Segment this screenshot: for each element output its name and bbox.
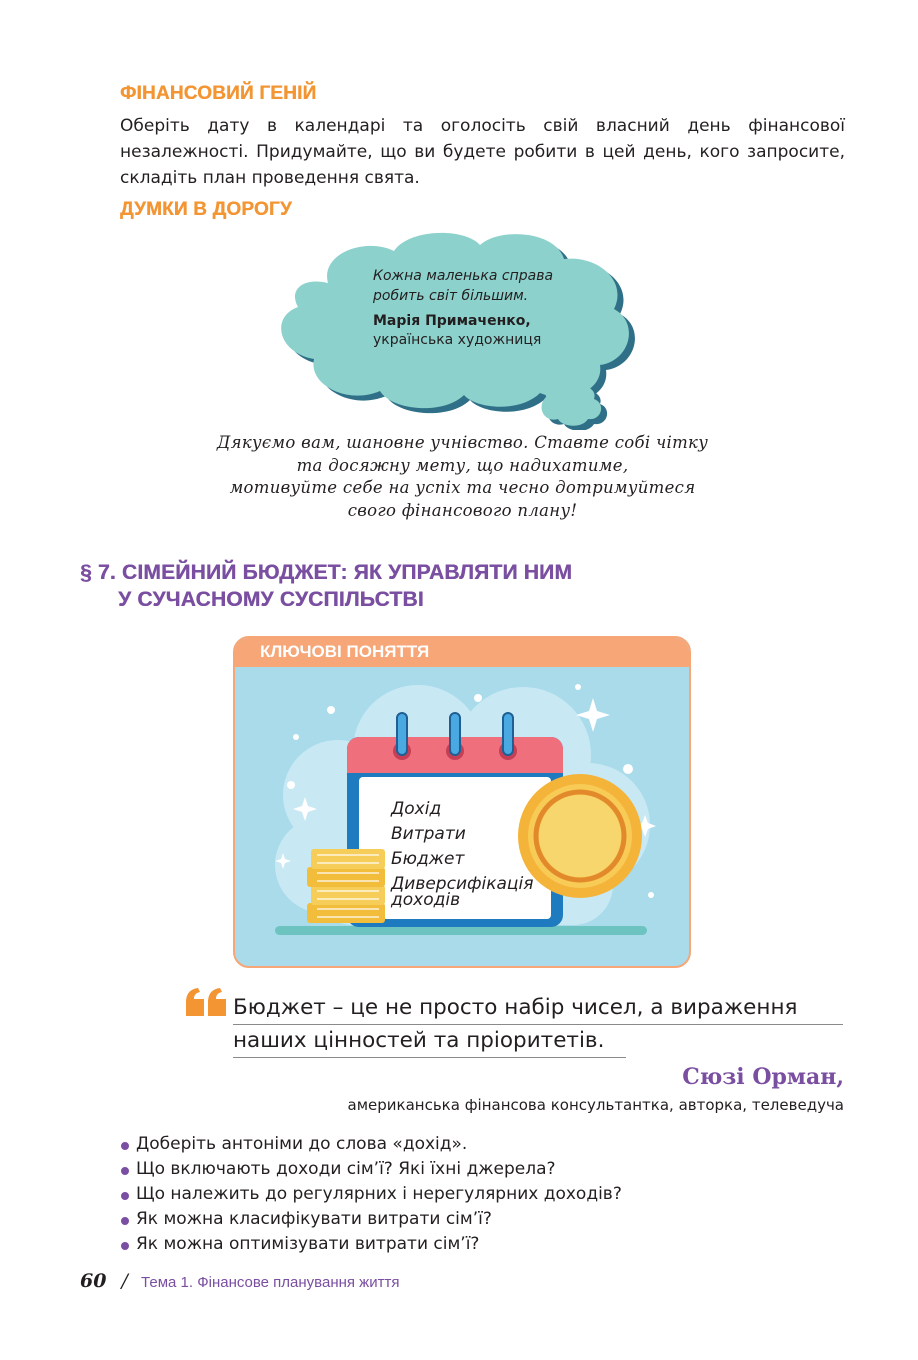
questions-list [120, 1132, 622, 1257]
footer-separator: / [121, 1270, 128, 1292]
key-concept-item: Диверсифікація [391, 874, 534, 894]
key-concept-item: Бюджет [391, 849, 465, 869]
quote-line2: наших цінностей та пріоритетів. [233, 1025, 626, 1058]
cloud-quote-line2: робить світ більшим. [373, 288, 529, 304]
cloud-quote [373, 266, 553, 306]
quote-author: Сюзі Орман, [682, 1064, 844, 1090]
cloud-author-role: українська художниця [373, 332, 542, 348]
cloud-quote-line1: Кожна маленька справа [373, 268, 554, 284]
quote-mark-icon [186, 988, 228, 1016]
thanks-line4: свого фінансового плану! [347, 500, 578, 520]
key-concepts-heading: КЛЮЧОВІ ПОНЯТТЯ [260, 642, 430, 661]
list-item: Що належить до регулярних і нерегулярних доходів? [120, 1182, 622, 1207]
section-title [80, 559, 572, 613]
quote-author-role: американська фінансова консультантка, авторка, телеведуча [347, 1096, 844, 1114]
quote-line1: Бюджет – це не просто набір чисел, а вираження [233, 992, 843, 1025]
list-item: Що включають доходи сім’ї? Які їхні джерела? [120, 1157, 622, 1182]
genius-paragraph: Оберіть дату в календарі та оголосіть свій власний день фінансової незалежності. Придумайте, що ви будете робити в цей день, кого запросите, складіть план проведення свята. [120, 116, 845, 188]
page-number: 60 [80, 1270, 107, 1292]
thanks-line3: мотивуйте себе на успіх та чесно дотримуйтеся [229, 478, 696, 497]
key-concept-item: Витрати [391, 824, 466, 844]
key-concept-item: доходів [391, 890, 461, 910]
thoughts-heading: ДУМКИ В ДОРОГУ [120, 199, 292, 220]
genius-heading: ФІНАНСОВИЙ ГЕНІЙ [120, 83, 317, 104]
key-concepts-list [391, 797, 533, 913]
page-footer [80, 1270, 399, 1292]
footer-topic: Тема 1. Фінансове планування життя [141, 1274, 400, 1291]
section-number: § 7. [80, 561, 116, 584]
list-item: Як можна оптимізувати витрати сім’ї? [120, 1232, 622, 1257]
budget-quote [233, 992, 843, 1058]
cloud-author: Марія Примаченко, [373, 313, 531, 329]
list-item: Доберіть антоніми до слова «дохід». [120, 1132, 622, 1157]
section-title-line2: У СУЧАСНОМУ СУСПІЛЬСТВІ [118, 588, 424, 611]
list-item: Як можна класифікувати витрати сім’ї? [120, 1207, 622, 1232]
key-concept-item: Дохід [391, 799, 442, 819]
section-title-line1: СІМЕЙНИЙ БЮДЖЕТ: ЯК УПРАВЛЯТИ НИМ [121, 561, 573, 584]
thanks-message [120, 432, 805, 522]
thanks-line2: та досяжну мету, що надихатиме, [296, 455, 629, 475]
thanks-line1: Дякуємо вам, шановне учнівство. Ставте собі чітку [216, 433, 709, 452]
